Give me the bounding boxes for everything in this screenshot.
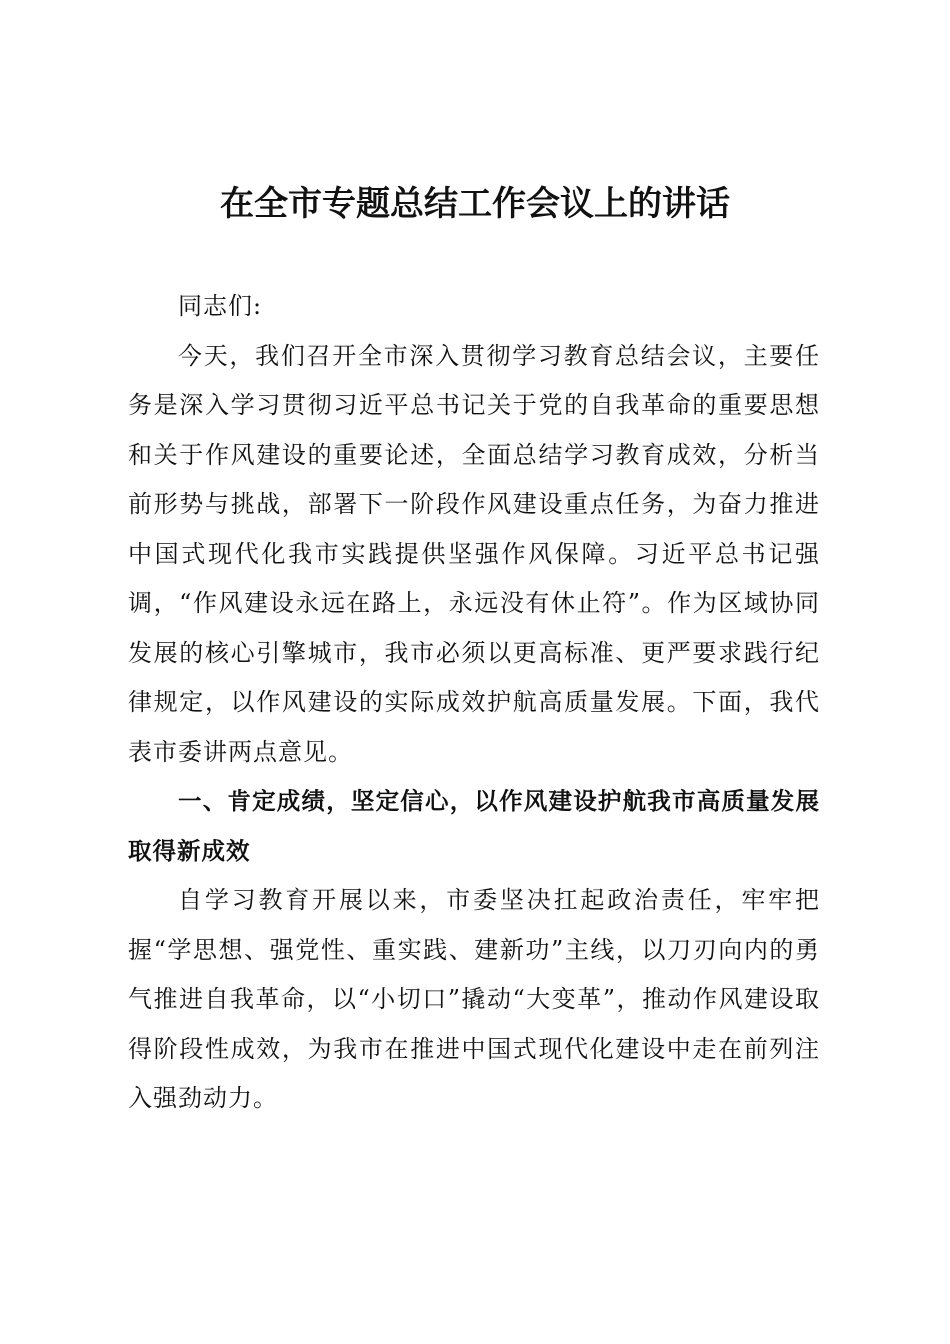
document-title: 在全市专题总结工作会议上的讲话 bbox=[220, 184, 730, 224]
document-body bbox=[128, 282, 820, 1124]
opening-paragraph: 今天，我们召开全市深入贯彻学习教育总结会议，主要任务是深入学习贯彻习近平总书记关于党的自我革命的重要思想和关于作风建设的重要论述，全面总结学习教育成效，分析当前形势与挑战，部署下一阶段作风建设重点任务，为奋力推进中国式现代化我市实践提供坚强作风保障。习近平总书记强调，“作风建设永远在路上，永远没有休止符”。作为区域协同发展的核心引擎城市，我市必须以更高标准、更严要求践行纪律规定，以作风建设的实际成效护航高质量发展。下面，我代表市委讲两点意见。 bbox=[128, 341, 820, 766]
section-heading: 一、肯定成绩，坚定信心，以作风建设护航我市高质量发展取得新成效 bbox=[128, 787, 820, 865]
greeting: 同志们: bbox=[178, 292, 263, 320]
section-paragraph: 自学习教育开展以来，市委坚决扛起政治责任，牢牢把握“学思想、强党性、重实践、建新功”主线，以刀刃向内的勇气推进自我革命，以“小切口”撬动“大变革”，推动作风建设取得阶段性成效，为我市在推进中国式现代化建设中走在前列注入强劲动力。 bbox=[128, 886, 820, 1112]
